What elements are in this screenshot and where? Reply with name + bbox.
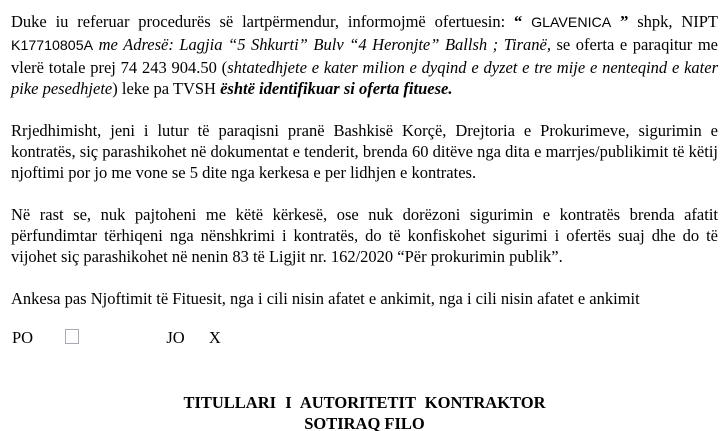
paragraph-winner-notification bbox=[11, 11, 718, 99]
appeal-answer-row bbox=[11, 327, 718, 348]
text-segment: me Adresë: Lagjia “5 Shkurti” Bulv “4 Heronjte” Ballsh ; Tiranë, bbox=[93, 35, 551, 54]
po-checkbox-empty bbox=[65, 329, 79, 344]
jo-x-mark: X bbox=[208, 328, 221, 347]
text-segment: Ankesa pas Njoftimit të Fituesit, nga i cili nisin afatet e ankimit, nga i cili nisin afatet e ankimit bbox=[11, 289, 640, 308]
text-segment: ” bbox=[611, 12, 629, 31]
text-segment: shtatedhjete e kater milion e dyqind e dyzet e tre mije e nenteqind e kater pike pesedhjete bbox=[11, 58, 718, 98]
text-segment: shpk, NIPT bbox=[628, 12, 719, 31]
contracting-authority-title: TITULLARI I AUTORITETIT KONTRAKTOR bbox=[183, 393, 546, 412]
text-segment: Rrjedhimisht, jeni i lutur të paraqisni pranë Bashkisë Korçë, Drejtoria e Prokurimeve, sigurimin e kontratës, siç parashikohet në dokumentat e tenderit, brenda 60 ditëve nga dita e marrjes/publikimit të këtij njoftimi por jo me vone se 5 dite nga kerkesa e per lidhjen e kontrates. bbox=[11, 121, 718, 182]
text-segment: Duke iu referuar procedurës së lartpërmendur, informojmë ofertuesin: bbox=[11, 12, 514, 31]
po-label: PO bbox=[12, 328, 34, 347]
text-segment: Në rast se, nuk pajtoheni me këtë kërkesë, ose nuk dorëzoni sigurimin e kontratës brenda afatit përfundimtar tërhiqeni nga nënshkrimi i kontratës, do të konfiskohet sigurimi i ofertës suaj dhe do të vijohet siç parashikohet në nenin 83 të Ligjit nr. 162/2020 “Për prokurimin publik”. bbox=[11, 205, 718, 266]
text-segment: është identifikuar si oferta fituese. bbox=[220, 79, 453, 98]
jo-label: JO bbox=[166, 328, 185, 347]
signer-name: SOTIRAQ FILO bbox=[304, 414, 425, 431]
text-segment: GLAVENICA bbox=[531, 15, 612, 31]
paragraph-contract-security-request bbox=[11, 120, 718, 183]
text-segment: K17710805A bbox=[11, 38, 94, 54]
text-segment: ) leke pa TVSH bbox=[112, 79, 221, 98]
text-segment: “ bbox=[514, 12, 532, 31]
text-segment: se oferta e paraqitur me vlerë totale prej 74 243 904.50 ( bbox=[11, 35, 718, 77]
paragraph-forfeiture-warning bbox=[11, 204, 718, 267]
signature-block bbox=[11, 392, 718, 431]
paragraph-appeal-note bbox=[11, 288, 718, 309]
